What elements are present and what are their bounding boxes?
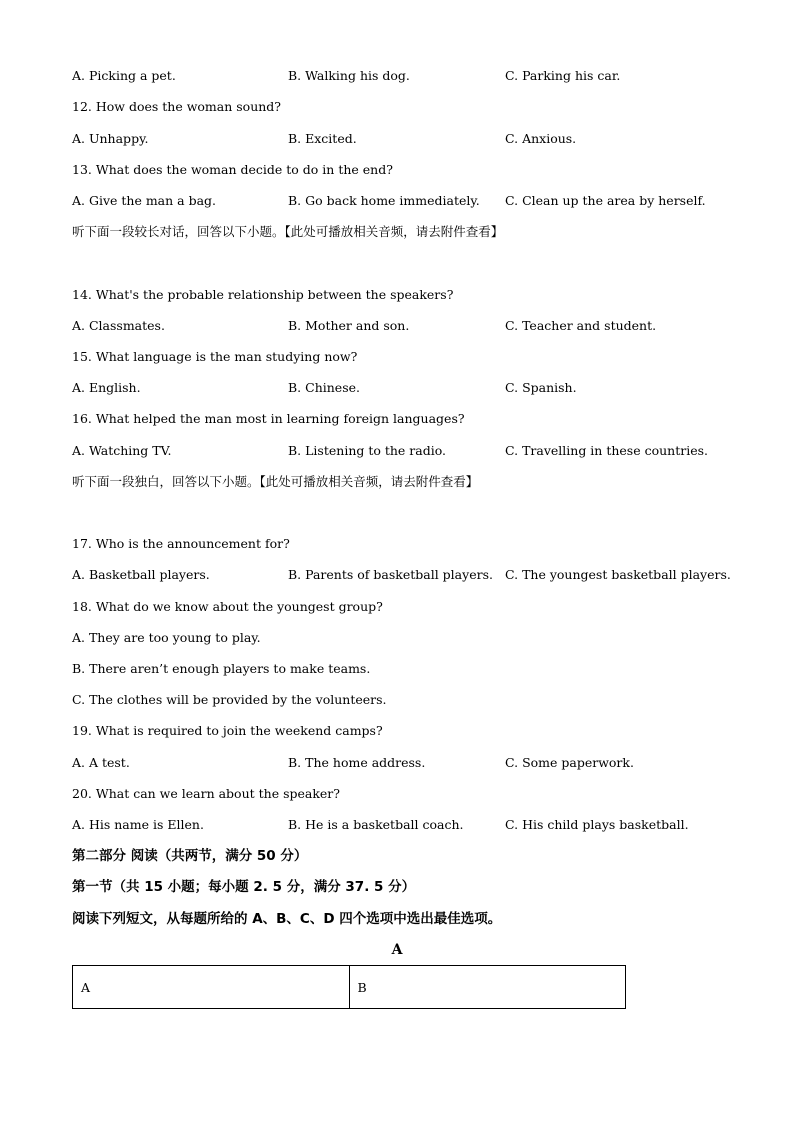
q18-option-c: C. The clothes will be provided by the volunteers. [72, 692, 387, 707]
q12-option-a: A. Unhappy. [72, 131, 149, 146]
instruction-long-dialogue: 听下面一段较长对话，回答以下小题。【此处可播放相关音频，请去附件查看】 [72, 224, 504, 239]
q15-question: 15. What language is the man studying now? [72, 349, 358, 364]
q18-question: 18. What do we know about the youngest group? [72, 599, 383, 614]
q17-option-a: A. Basketball players. [72, 567, 210, 582]
q20-option-c: C. His child plays basketball. [505, 817, 689, 832]
q11-option-b: B. Walking his dog. [288, 68, 410, 83]
q19-question: 19. What is required to join the weekend camps? [72, 723, 383, 738]
q18-option-a: A. They are too young to play. [72, 630, 261, 645]
q17-option-b: B. Parents of basketball players. [288, 567, 493, 582]
q20-option-a: A. His name is Ellen. [72, 817, 204, 832]
q14-option-b: B. Mother and son. [288, 318, 410, 333]
q14-option-a: A. Classmates. [72, 318, 165, 333]
passage-table [72, 965, 626, 1009]
q11-option-c: C. Parking his car. [505, 68, 621, 83]
table-cell-right: B [349, 966, 626, 1009]
q12-option-b: B. Excited. [288, 131, 357, 146]
q11-option-a: A. Picking a pet. [72, 68, 176, 83]
reading-instruction: 阅读下列短文，从每题所给的 A、B、C、D 四个选项中选出最佳选项。 [72, 911, 502, 927]
q15-option-c: C. Spanish. [505, 380, 577, 395]
q13-option-c: C. Clean up the area by herself. [505, 193, 706, 208]
q16-option-a: A. Watching TV. [72, 443, 172, 458]
passage-label: A [391, 942, 403, 958]
q18-option-b: B. There aren’t enough players to make teams. [72, 661, 371, 676]
q15-option-b: B. Chinese. [288, 380, 360, 395]
q16-question: 16. What helped the man most in learning foreign languages? [72, 411, 465, 426]
q19-option-a: A. A test. [72, 755, 130, 770]
q12-option-c: C. Anxious. [505, 131, 577, 146]
q15-option-a: A. English. [72, 380, 141, 395]
q12-question: 12. How does the woman sound? [72, 99, 282, 114]
table-cell-left: A [73, 966, 350, 1009]
q19-option-b: B. The home address. [288, 755, 426, 770]
q13-question: 13. What does the woman decide to do in the end? [72, 162, 393, 177]
table-row [73, 966, 626, 1009]
q16-option-b: B. Listening to the radio. [288, 443, 447, 458]
q14-option-c: C. Teacher and student. [505, 318, 657, 333]
q17-question: 17. Who is the announcement for? [72, 536, 290, 551]
q14-question: 14. What's the probable relationship between the speakers? [72, 287, 454, 302]
instruction-monologue: 听下面一段独白，回答以下小题。【此处可播放相关音频，请去附件查看】 [72, 474, 479, 489]
q20-question: 20. What can we learn about the speaker? [72, 786, 340, 801]
part2-title: 第二部分 阅读（共两节，满分 50 分） [72, 848, 308, 864]
q13-option-a: A. Give the man a bag. [72, 193, 217, 208]
q17-option-c: C. The youngest basketball players. [505, 567, 731, 582]
q13-option-b: B. Go back home immediately. [288, 193, 480, 208]
q16-option-c: C. Travelling in these countries. [505, 443, 708, 458]
q20-option-b: B. He is a basketball coach. [288, 817, 464, 832]
q19-option-c: C. Some paperwork. [505, 755, 634, 770]
section1-title: 第一节（共 15 小题；每小题 2. 5 分，满分 37. 5 分） [72, 879, 416, 895]
